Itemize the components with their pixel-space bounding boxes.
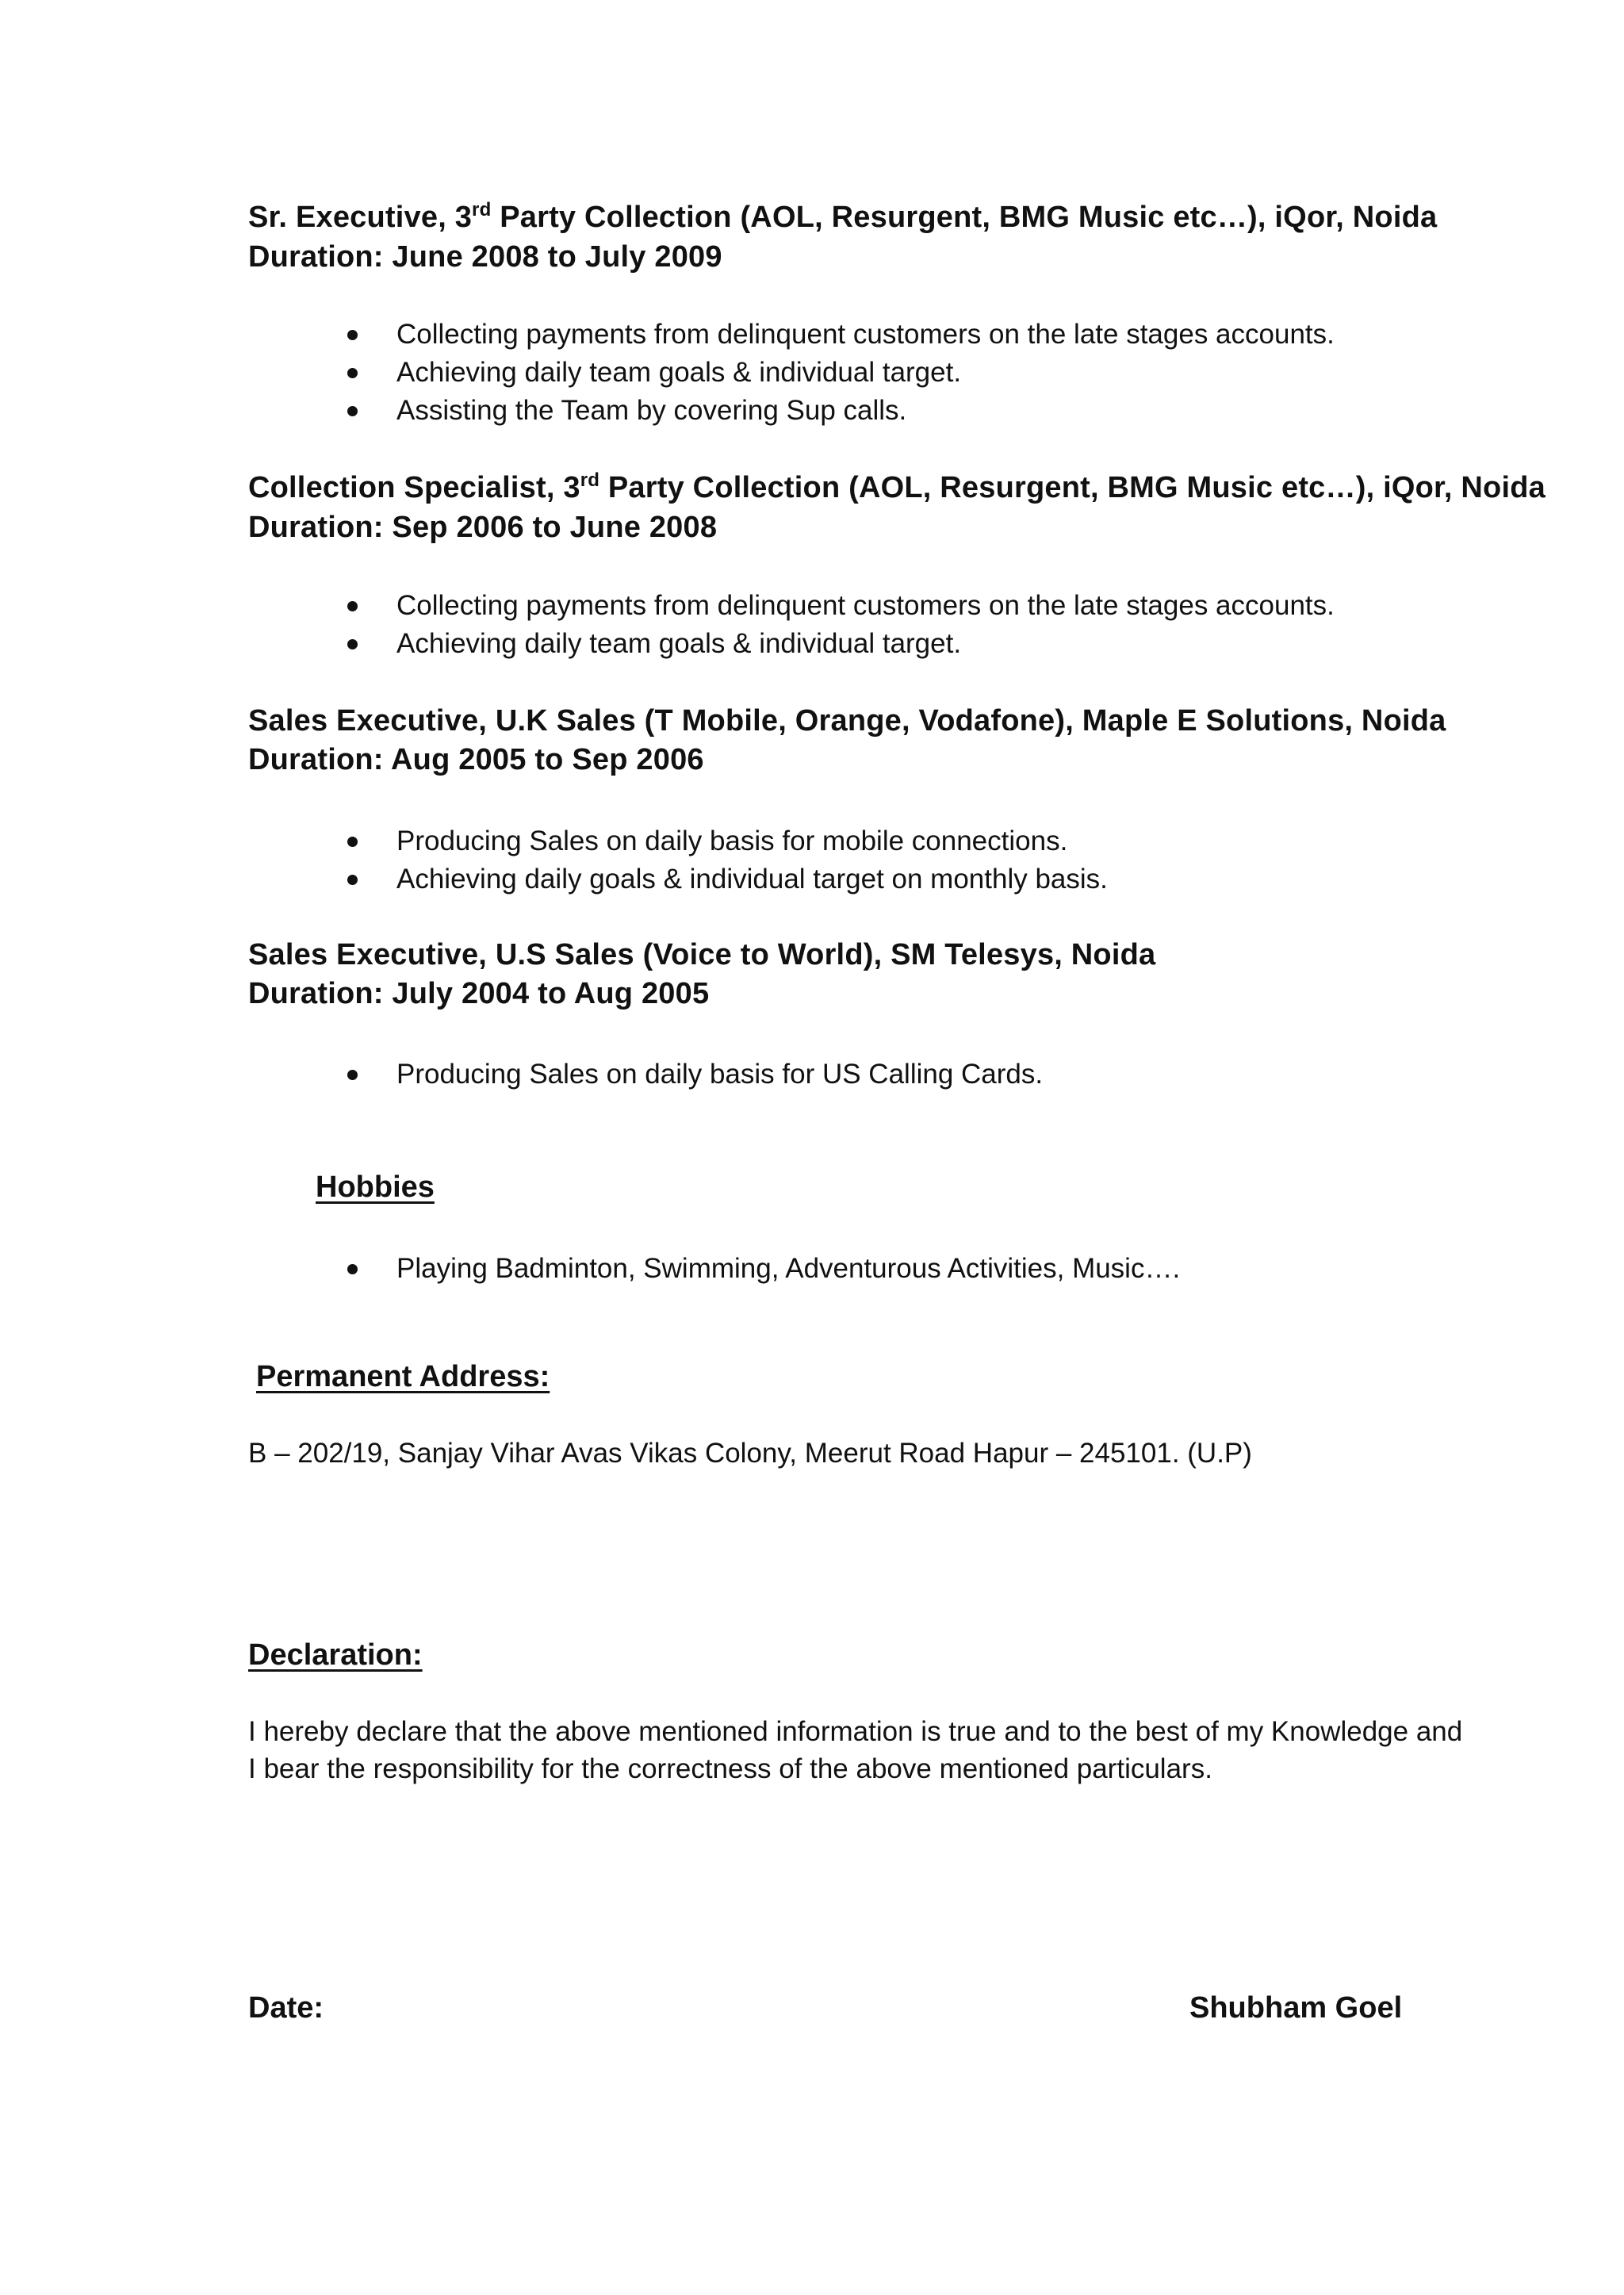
address-heading: Permanent Address:	[256, 1360, 550, 1393]
list-item: Producing Sales on daily basis for US Calling Cards.	[347, 1056, 1043, 1094]
job-responsibilities-list	[347, 1056, 1043, 1094]
bullet-icon	[347, 837, 358, 847]
list-item: Collecting payments from delinquent customers on the late stages accounts.	[347, 316, 1335, 354]
list-item: Achieving daily team goals & individual target.	[347, 625, 1335, 663]
job-responsibilities-list	[347, 822, 1108, 898]
job-title: Sales Executive, U.S Sales (Voice to World), SM Telesys, Noida	[248, 938, 1156, 971]
address-text: B – 202/19, Sanjay Vihar Avas Vikas Colony, Meerut Road Hapur – 245101. (U.P)	[248, 1438, 1252, 1469]
job-responsibilities-list	[347, 587, 1335, 663]
bullet-icon	[347, 330, 358, 340]
bullet-icon	[347, 368, 358, 378]
signature-name: Shubham Goel	[1189, 1991, 1403, 2025]
declaration-text-line-2: I bear the responsibility for the correctness of the above mentioned particulars.	[248, 1753, 1212, 1784]
list-item: Achieving daily team goals & individual target.	[347, 354, 1335, 392]
hobbies-heading: Hobbies	[316, 1170, 435, 1204]
list-item: Producing Sales on daily basis for mobile connections.	[347, 822, 1108, 860]
job-duration: Duration: Aug 2005 to Sep 2006	[248, 743, 704, 776]
bullet-icon	[347, 1264, 358, 1274]
list-item: Achieving daily goals & individual target on monthly basis.	[347, 860, 1108, 898]
hobbies-list	[347, 1250, 1180, 1288]
list-item: Playing Badminton, Swimming, Adventurous Activities, Music….	[347, 1250, 1180, 1288]
declaration-heading: Declaration:	[248, 1638, 423, 1672]
declaration-text-line-1: I hereby declare that the above mentioned information is true and to the best of my Knowledge and	[248, 1716, 1463, 1747]
list-item: Collecting payments from delinquent customers on the late stages accounts.	[347, 587, 1335, 625]
list-item: Assisting the Team by covering Sup calls.	[347, 392, 1335, 430]
date-label: Date:	[248, 1991, 324, 2025]
bullet-icon	[347, 1070, 358, 1080]
job-responsibilities-list	[347, 316, 1335, 430]
job-title: Collection Specialist, 3rd Party Collection (AOL, Resurgent, BMG Music etc…), iQor, Noida	[248, 469, 1545, 504]
bullet-icon	[347, 406, 358, 416]
bullet-icon	[347, 601, 358, 611]
bullet-icon	[347, 875, 358, 885]
bullet-icon	[347, 639, 358, 649]
job-title: Sr. Executive, 3rd Party Collection (AOL, Resurgent, BMG Music etc…), iQor, Noida	[248, 199, 1438, 234]
job-duration: Duration: July 2004 to Aug 2005	[248, 977, 710, 1010]
job-duration: Duration: June 2008 to July 2009	[248, 240, 722, 274]
job-duration: Duration: Sep 2006 to June 2008	[248, 511, 718, 544]
job-title: Sales Executive, U.K Sales (T Mobile, Orange, Vodafone), Maple E Solutions, Noida	[248, 704, 1446, 738]
